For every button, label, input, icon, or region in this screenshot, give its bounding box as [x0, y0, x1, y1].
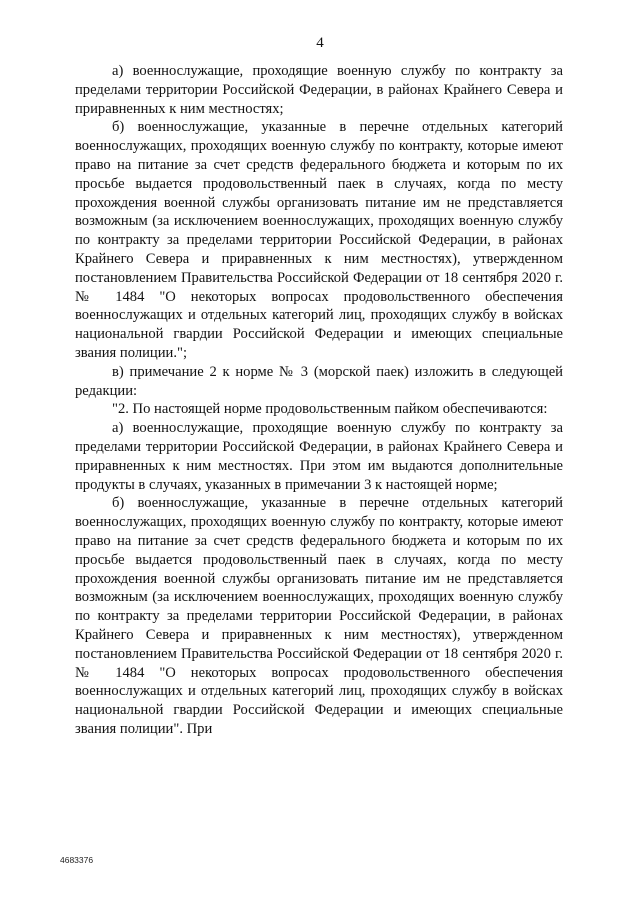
paragraph-v-note: в) примечание 2 к норме № 3 (морской паек) изложить в следующей редакции: — [75, 363, 563, 399]
paragraph-note-2: "2. По настоящей норме продовольственным пайком обеспечиваются: — [112, 401, 548, 418]
paragraph-a-second: а) военнослужащие, проходящие военную службу по контракту за пределами территории Российской Федерации, в районах Крайнего Севера и приравненных к ним местностях. При этом им выдаются дополнительные продукты в случаях, указанных в примечании 3 к настоящей норме; — [75, 420, 563, 493]
paragraph-b-first: б) военнослужащие, указанные в перечне отдельных категорий военнослужащих, проходящих военную службу по контракту, которые имеют право на питание за счет средств федерального бюджета и которым по их просьбе выдается продовольственный паек в случаях, когда по месту прохождения военной службы организовать питание им не представляется возможным (за исключением военнослужащих, проходящих военную службу по контракту за пределами территории Российской Федерации, в районах Крайнего Севера и приравненных к ним местностях), утвержденном постановлением Правительства Российской Федерации от 18 сентября 2020 г. № 1484 "О некоторых вопросах продовольственного обеспечения военнослужащих и отдельных категорий лиц, проходящих службу в войсках национальной гвардии Российской Федерации и имеющих специальные звания полиции."; — [75, 119, 563, 361]
document-code: 4683376 — [60, 855, 94, 865]
page-number: 4 — [316, 35, 324, 51]
paragraph-b-second: б) военнослужащие, указанные в перечне отдельных категорий военнослужащих, проходящих военную службу по контракту, которые имеют право на питание за счет средств федерального бюджета и которым по их просьбе выдается продовольственный паек в случаях, когда по месту прохождения военной службы организовать питание им не представляется возможным (за исключением военнослужащих, проходящих военную службу по контракту за пределами территории Российской Федерации, в районах Крайнего Севера и приравненных к ним местностях), утвержденном постановлением Правительства Российской Федерации от 18 сентября 2020 г. № 1484 "О некоторых вопросах продовольственного обеспечения военнослужащих и отдельных категорий лиц, проходящих службу в войсках национальной гвардии Российской Федерации и имеющих специальные звания полиции". При — [75, 495, 563, 737]
document-body — [75, 62, 563, 739]
paragraph-a-first: а) военнослужащие, проходящие военную службу по контракту за пределами территории Российской Федерации, в районах Крайнего Севера и приравненных к ним местностях; — [75, 63, 563, 117]
